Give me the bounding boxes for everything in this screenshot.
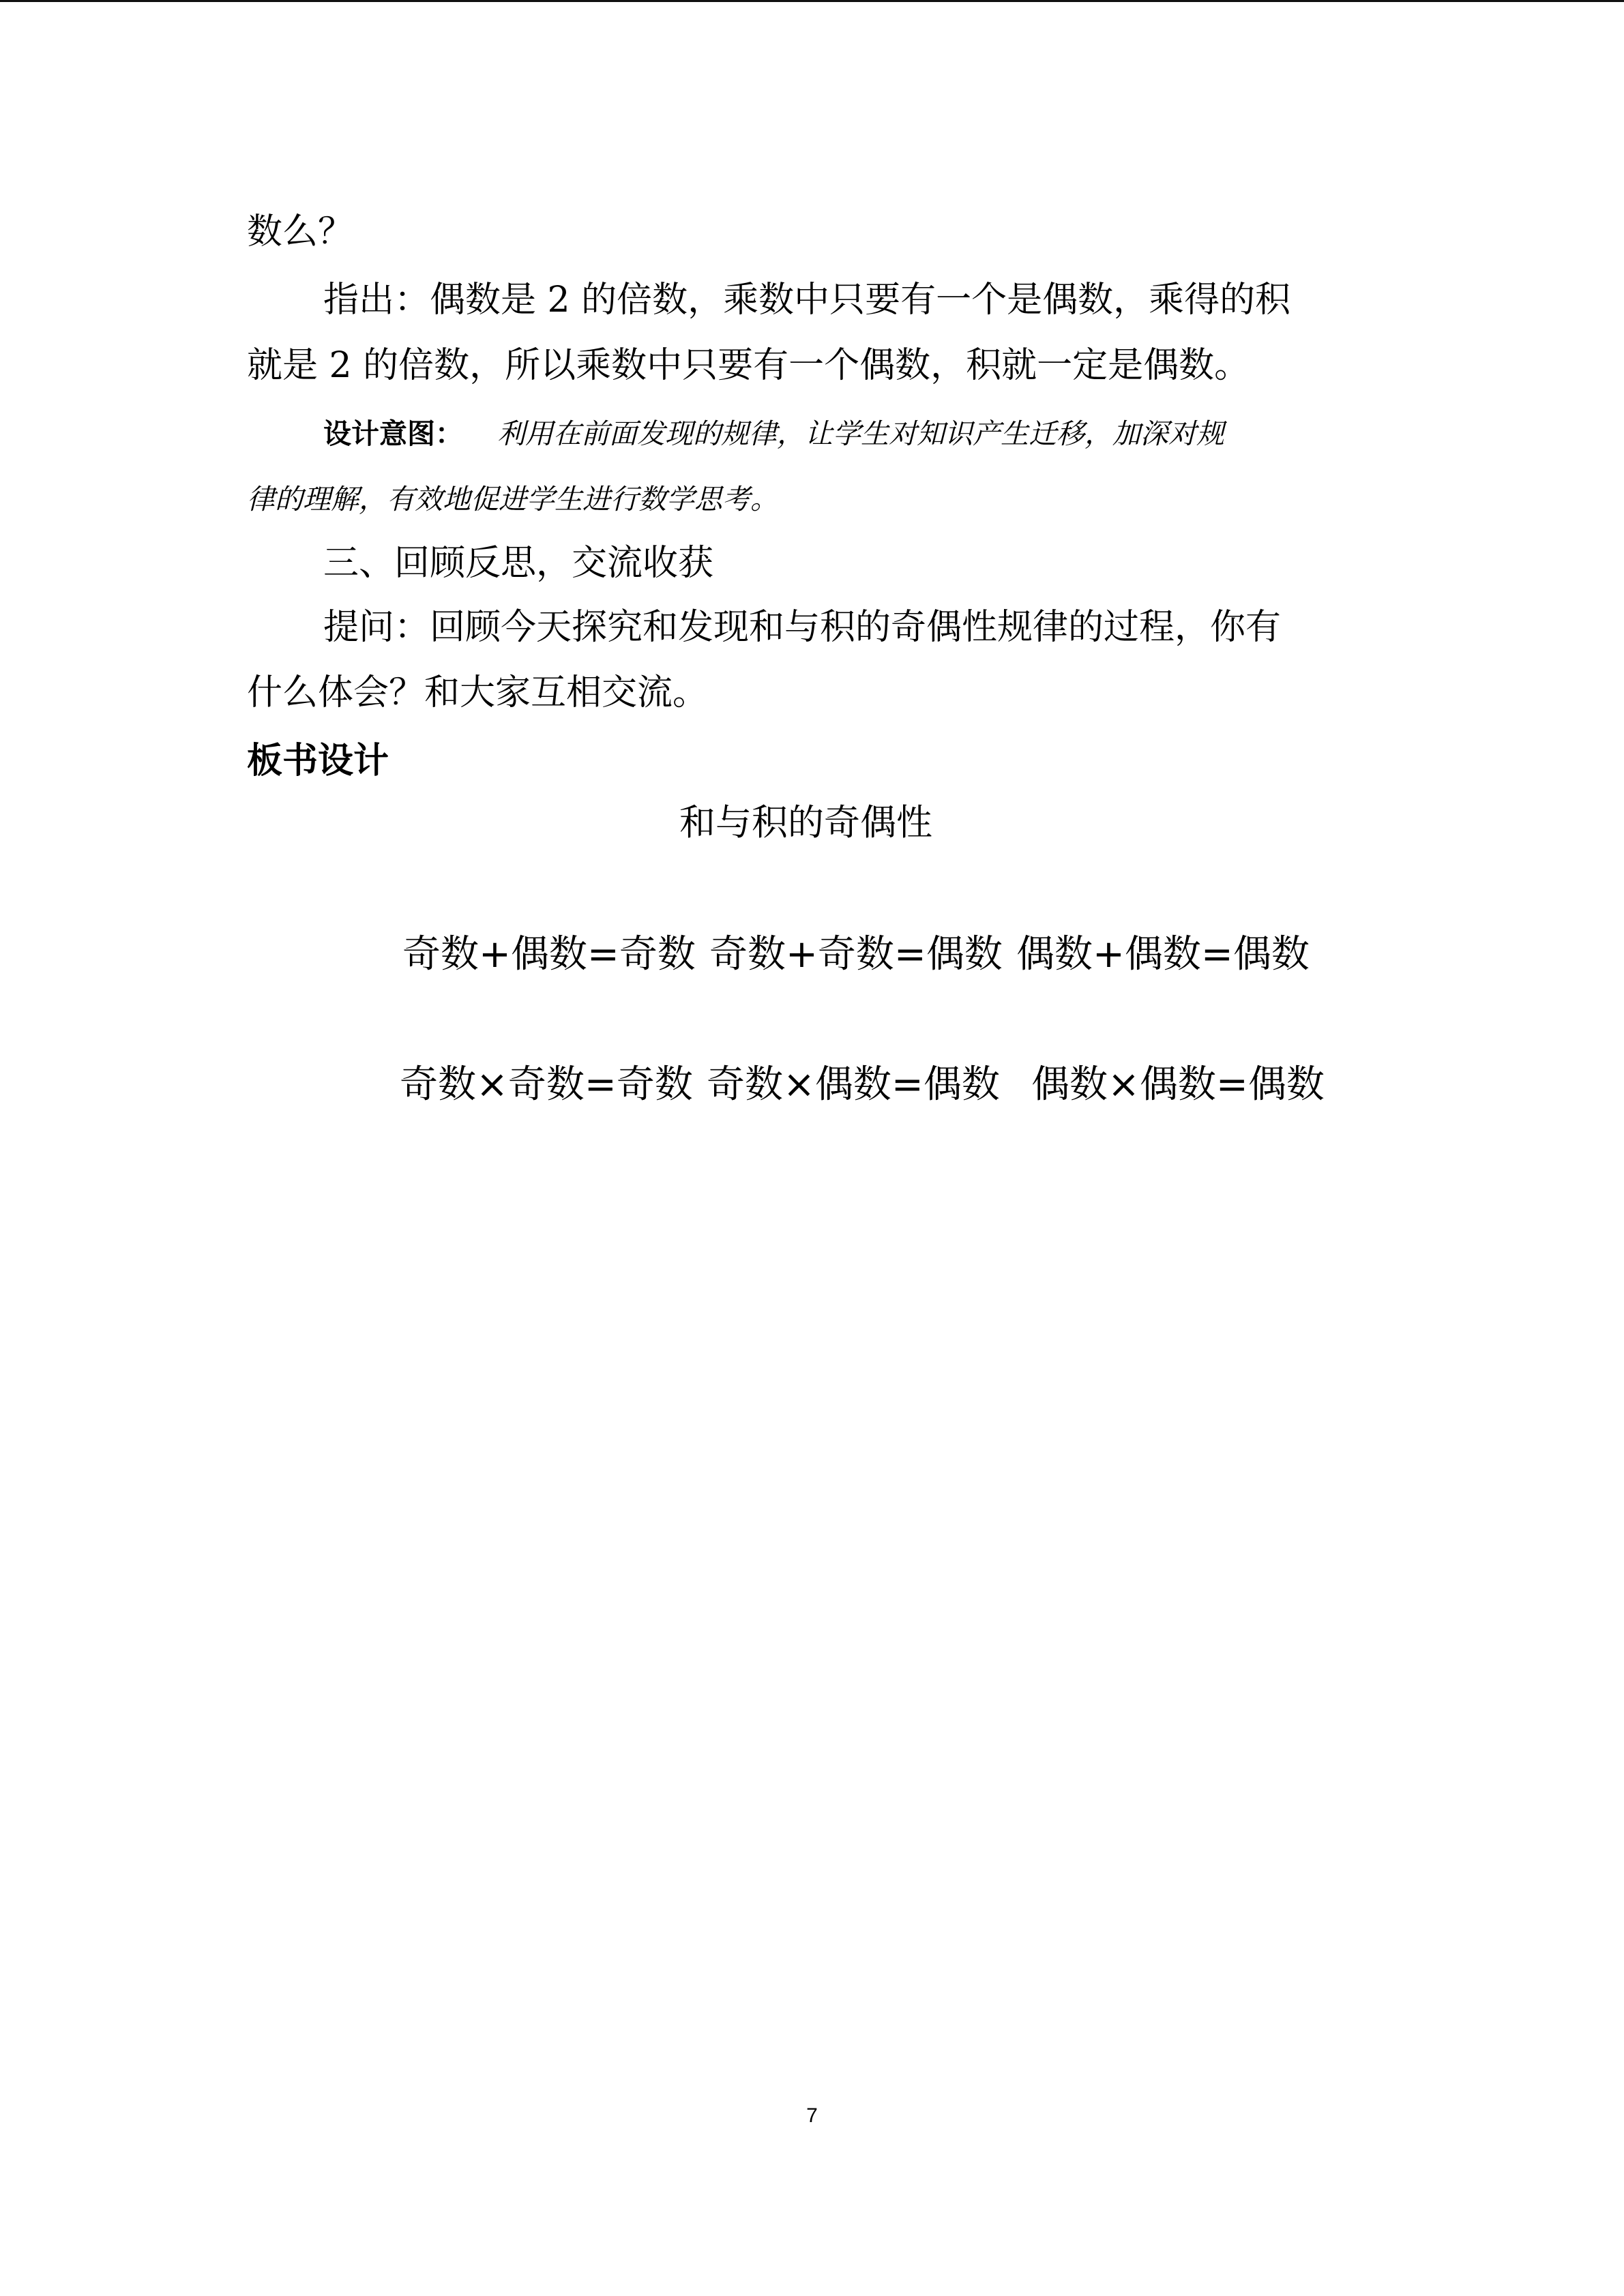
- design-note-label: 设计意图：: [323, 417, 463, 450]
- paragraph-point-out-line2: 就是 2 的倍数，所以乘数中只要有一个偶数，积就一定是偶数。: [247, 345, 1250, 386]
- paragraph-point-out-line1: 指出：偶数是 2 的倍数，乘数中只要有一个是偶数，乘得的积: [323, 280, 1291, 320]
- sum-rule-even-plus-even: 偶数+偶数=偶数: [1016, 932, 1310, 976]
- design-note-line1: [323, 417, 1224, 450]
- board-title: 和与积的奇偶性: [679, 802, 932, 844]
- section-heading: 三、回顾反思，交流收获: [323, 543, 714, 584]
- product-rule-odd-times-odd: 奇数×奇数=奇数: [400, 1062, 693, 1107]
- board-design-heading: 板书设计: [247, 741, 389, 781]
- paragraph-continuation: 数么？: [247, 211, 354, 252]
- top-border-line: [0, 0, 1624, 2]
- product-rule-odd-times-even: 奇数×偶数=偶数: [707, 1062, 1000, 1107]
- design-note-line2: 律的理解，有效地促进学生进行数学思考。: [247, 483, 778, 516]
- question-line1: 提问：回顾今天探究和发现和与积的奇偶性规律的过程，你有: [323, 607, 1282, 648]
- question-line2: 什么体会？和大家互相交流。: [247, 672, 709, 713]
- product-rule-even-times-even: 偶数×偶数=偶数: [1031, 1062, 1325, 1107]
- sum-rule-odd-plus-even: 奇数+偶数=奇数: [402, 932, 696, 976]
- page-number: 7: [806, 2104, 818, 2127]
- design-note-text: 利用在前面发现的规律，让学生对知识产生迁移，加深对规: [497, 417, 1224, 450]
- sum-rule-odd-plus-odd: 奇数+奇数=偶数: [709, 932, 1003, 976]
